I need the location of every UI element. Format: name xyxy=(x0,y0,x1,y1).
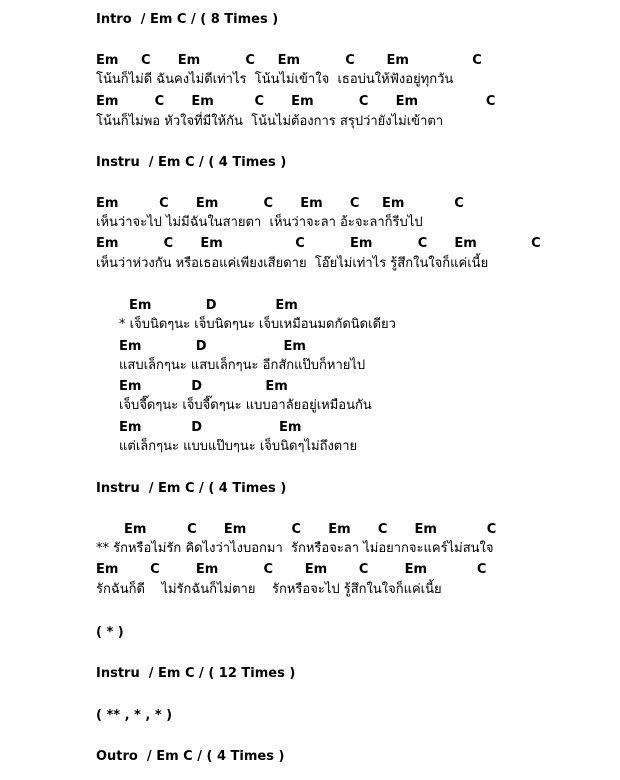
instru-line-2: Instru / Em C / ( 4 Times ) xyxy=(96,481,287,496)
part2-chords-1: Em C Em C Em C Em C xyxy=(124,522,497,537)
verse1-chords-1: Em C Em C Em C Em C xyxy=(96,53,482,68)
instru-line-1: Instru / Em C / ( 4 Times ) xyxy=(96,155,287,170)
verse1-chords-2: Em C Em C Em C Em C xyxy=(96,94,496,109)
part1-chords-1: Em D Em xyxy=(129,298,298,313)
repeat-line-2: ( ** , * , * ) xyxy=(96,708,173,723)
part1-lyric-2: แสบเล็กๆนะ แสบเล็กๆนะ อีกสักแป๊บก็หายไป xyxy=(119,358,366,373)
instru-line-3: Instru / Em C / ( 12 Times ) xyxy=(96,666,296,681)
part1-lyric-1: * เจ็บนิดๆนะ เจ็บนิดๆนะ เจ็บเหมือนมดกัดนิดเดียว xyxy=(119,317,396,332)
verse1-lyric-2: โน้นก็ไม่พอ หัวใจที่มีให้กัน โน้นไม่ต้องการ สรุปว่ายังไม่เข้าตา xyxy=(96,114,444,129)
part1-lyric-4: แต่เล็กๆนะ แบบแป๊บๆนะ เจ็บนิดๆไม่ถึงตาย xyxy=(119,439,358,454)
outro-line: Outro / Em C / ( 4 Times ) xyxy=(96,749,285,764)
verse2-chords-1: Em C Em C Em C Em C xyxy=(96,196,464,211)
part1-chords-2: Em D Em xyxy=(119,339,306,354)
verse2-lyric-2: เห็นว่าห่วงกัน หรือเธอแค่เพียงเสียดาย โอ๊ยไม่เท่าไร รู้สึกในใจก็แค่เนี้ย xyxy=(96,256,489,271)
part1-lyric-3: เจ็บจี๊ดๆนะ เจ็บจี๊ดๆนะ แบบอาลัยอยู่เหมือนกัน xyxy=(119,398,372,413)
part1-chords-4: Em D Em xyxy=(119,420,302,435)
repeat-line-1: ( * ) xyxy=(96,625,124,640)
intro-line: Intro / Em C / ( 8 Times ) xyxy=(96,12,279,27)
part1-chords-3: Em D Em xyxy=(119,379,288,394)
part2-lyric-1: ** รักหรือไม่รัก คิดไงว่าไงบอกมา รักหรือจะลา ไม่อยากจะแคร์ไม่สนใจ xyxy=(96,541,494,556)
part2-lyric-2: รักฉันก็ดี ไม่รักฉันก็ไม่ตาย รักหรือจะไป รู้สึกในใจก็แค่เนี้ย xyxy=(96,582,442,597)
part2-chords-2: Em C Em C Em C Em C xyxy=(96,562,487,577)
verse2-lyric-1: เห็นว่าจะไป ไม่มีฉันในสายตา เห็นว่าจะลา อ้ะจะลาก็รีบไป xyxy=(96,215,423,230)
verse2-chords-2: Em C Em C Em C Em C xyxy=(96,236,541,251)
verse1-lyric-1: โน้นก็ไม่ดี ฉันคงไม่ดีเท่าไร โน้นไม่เข้าใจ เธอบ่นให้ฟังอยู่ทุกวัน xyxy=(96,72,454,87)
